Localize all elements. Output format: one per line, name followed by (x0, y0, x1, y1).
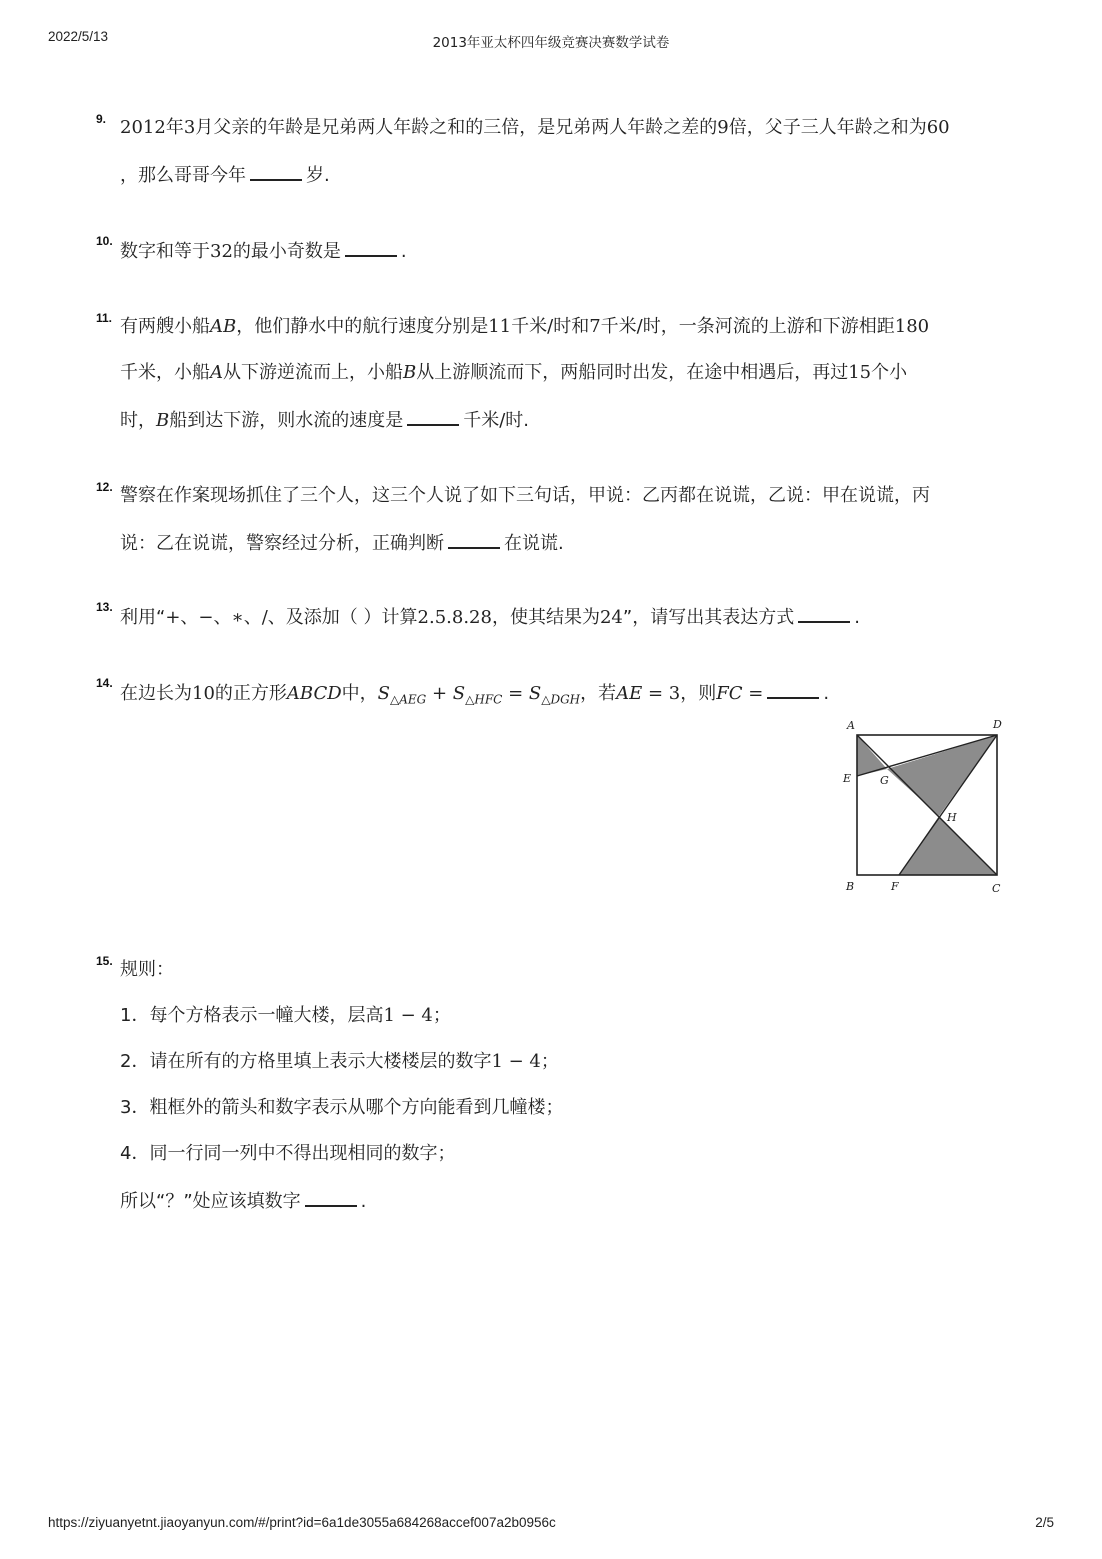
text: 千米/时. (463, 410, 530, 431)
text: ，则 (680, 683, 717, 704)
text: ，那么哥哥今年 (120, 165, 246, 186)
area-subscript: △AEG (390, 692, 427, 707)
rule-1 (120, 1003, 451, 1029)
question-number: 13. (96, 600, 113, 614)
rule-4 (120, 1141, 455, 1167)
label-e: E (843, 772, 852, 785)
text: 所以“？”处应该填数字 (120, 1191, 301, 1212)
text: 千米，小船 (120, 362, 210, 383)
print-date: 2022/5/13 (48, 29, 109, 44)
text: 1．每个方格表示一幢大楼，层高 (120, 1005, 384, 1026)
question-text-line (120, 406, 529, 434)
digit-sum-value: 32 (210, 241, 233, 262)
text: ，他们静水中的航行速度分别是 (236, 316, 489, 337)
range-value: 1 − 4 (491, 1051, 541, 1072)
side-length-value: 10 (192, 683, 215, 704)
question-ask (120, 1187, 366, 1215)
text: ； (432, 1005, 451, 1026)
math-var: AE (616, 683, 643, 704)
text: 3．粗框外的箭头和数字表示从哪个方向能看到几幢楼； (120, 1097, 564, 1118)
text: . (823, 683, 830, 704)
document-title: 2013年亚太杯四年级竞赛决赛数学试卷 (432, 35, 670, 51)
area-subscript: △DGH (541, 692, 581, 707)
area-symbol: S (452, 683, 466, 704)
numbers-value: 2.5.8.28 (417, 607, 492, 628)
text: 倍，父子三人年龄之和为 (728, 117, 927, 138)
text: 从上游顺流而下，两船同时出发，在途中相遇后，再过 (416, 362, 849, 383)
area-symbol: S (377, 683, 391, 704)
text: 中， (341, 683, 378, 704)
text: 利用“ (120, 607, 166, 628)
page-url[interactable]: https://ziyuanyetnt.jiaoyanyun.com/#/print?id=6a1de3055a684268accef007a2b0956c (48, 1515, 556, 1530)
text: . (360, 1191, 367, 1212)
text: 在说谎. (504, 533, 564, 554)
text: 、及添加（ ）计算 (267, 607, 418, 628)
operator: = (742, 683, 764, 704)
answer-blank[interactable] (767, 679, 819, 699)
text: 2．请在所有的方格里填上表示大楼楼层的数字 (120, 1051, 492, 1072)
target-value: 24 (599, 607, 623, 628)
math-var: FC (716, 683, 743, 704)
triangle-dgh (887, 735, 997, 816)
answer-blank[interactable] (305, 1187, 357, 1207)
operators: +、−、∗、/ (165, 607, 268, 628)
text: 在边长为 (120, 683, 192, 704)
month-value: 3 (183, 117, 196, 138)
text: . (854, 607, 860, 628)
label-h: H (947, 811, 957, 824)
answer-blank[interactable] (407, 406, 459, 426)
text: ； (540, 1051, 559, 1072)
question-number: 10. (96, 234, 113, 248)
text: 4．同一行同一列中不得出现相同的数字； (120, 1143, 456, 1164)
answer-blank[interactable] (798, 603, 850, 623)
question-text-line (120, 483, 930, 509)
year-value: 2012 (120, 117, 166, 138)
answer-blank[interactable] (448, 529, 500, 549)
label-b: B (846, 880, 855, 893)
math-var: AB (210, 316, 237, 337)
label-a: A (847, 719, 855, 732)
question-number: 12. (96, 480, 113, 494)
text: ”，请写出其表达方式 (622, 607, 795, 628)
text: 年 (165, 117, 184, 138)
text: 千米/时和 (511, 316, 590, 337)
text: 说：乙在说谎，警察经过分析，正确判断 (120, 533, 444, 554)
text: ，使其结果为 (491, 607, 600, 628)
text: 月父亲的年龄是兄弟两人年龄之和的三倍，是兄弟两人年龄之差的 (195, 117, 718, 138)
operator: + (426, 683, 453, 704)
answer-blank[interactable] (250, 161, 302, 181)
text: . (400, 241, 407, 262)
square-diagram (835, 712, 1020, 902)
triangle-hfc (899, 816, 997, 875)
text: 千米/时，一条河流的上游和下游相距 (600, 316, 895, 337)
text: 从下游逆流而上，小船 (223, 362, 403, 383)
triangle-aeg (857, 735, 887, 776)
math-var: ABCD (286, 683, 342, 704)
range-value: 1 − 4 (383, 1005, 433, 1026)
speed-value: 11 (488, 316, 512, 337)
multiple-value: 9 (717, 117, 729, 138)
equation-value: = 3 (642, 683, 681, 704)
rule-3 (120, 1095, 563, 1121)
math-var: B (403, 362, 417, 383)
speed-value: 7 (589, 316, 601, 337)
question-text-line (120, 115, 950, 141)
text: 警察在作案现场抓住了三个人，这三个人说了如下三句话，甲说：乙丙都在说谎，乙说：甲在说谎，丙 (120, 485, 930, 506)
hours-value: 15 (848, 362, 872, 383)
question-number: 11. (96, 311, 113, 325)
question-number: 15. (96, 954, 113, 968)
text: 个小 (871, 362, 908, 383)
sum-value: 60 (926, 117, 950, 138)
text: 规则： (120, 959, 174, 980)
question-number: 9. (96, 112, 107, 126)
area-symbol: S (528, 683, 542, 704)
question-text-line (120, 360, 907, 386)
text: 船到达下游，则水流的速度是 (169, 410, 404, 431)
rule-2 (120, 1049, 559, 1075)
label-d: D (993, 718, 1002, 731)
question-text-line (120, 161, 330, 189)
question-text-line (120, 603, 860, 631)
math-var: A (210, 362, 223, 383)
distance-value: 180 (894, 316, 930, 337)
page-number: 2/5 (1035, 1515, 1054, 1530)
text: 数字和等于 (120, 241, 210, 262)
rules-title (120, 957, 174, 983)
label-g: G (880, 774, 889, 787)
question-text-line (120, 314, 929, 340)
question-text-line (120, 237, 407, 265)
text: 岁. (306, 165, 330, 186)
text: ，若 (580, 683, 617, 704)
question-number: 14. (96, 676, 113, 690)
text: 的最小奇数是 (232, 241, 341, 262)
question-text-line (120, 529, 564, 557)
operator: = (502, 683, 529, 704)
text: 时， (120, 410, 156, 431)
answer-blank[interactable] (345, 237, 397, 257)
question-text-line (120, 679, 829, 713)
label-f: F (891, 880, 899, 893)
area-subscript: △HFC (465, 692, 503, 707)
text: 有两艘小船 (120, 316, 210, 337)
label-c: C (992, 882, 1001, 895)
math-var: B (156, 410, 170, 431)
text: 的正方形 (214, 683, 287, 704)
